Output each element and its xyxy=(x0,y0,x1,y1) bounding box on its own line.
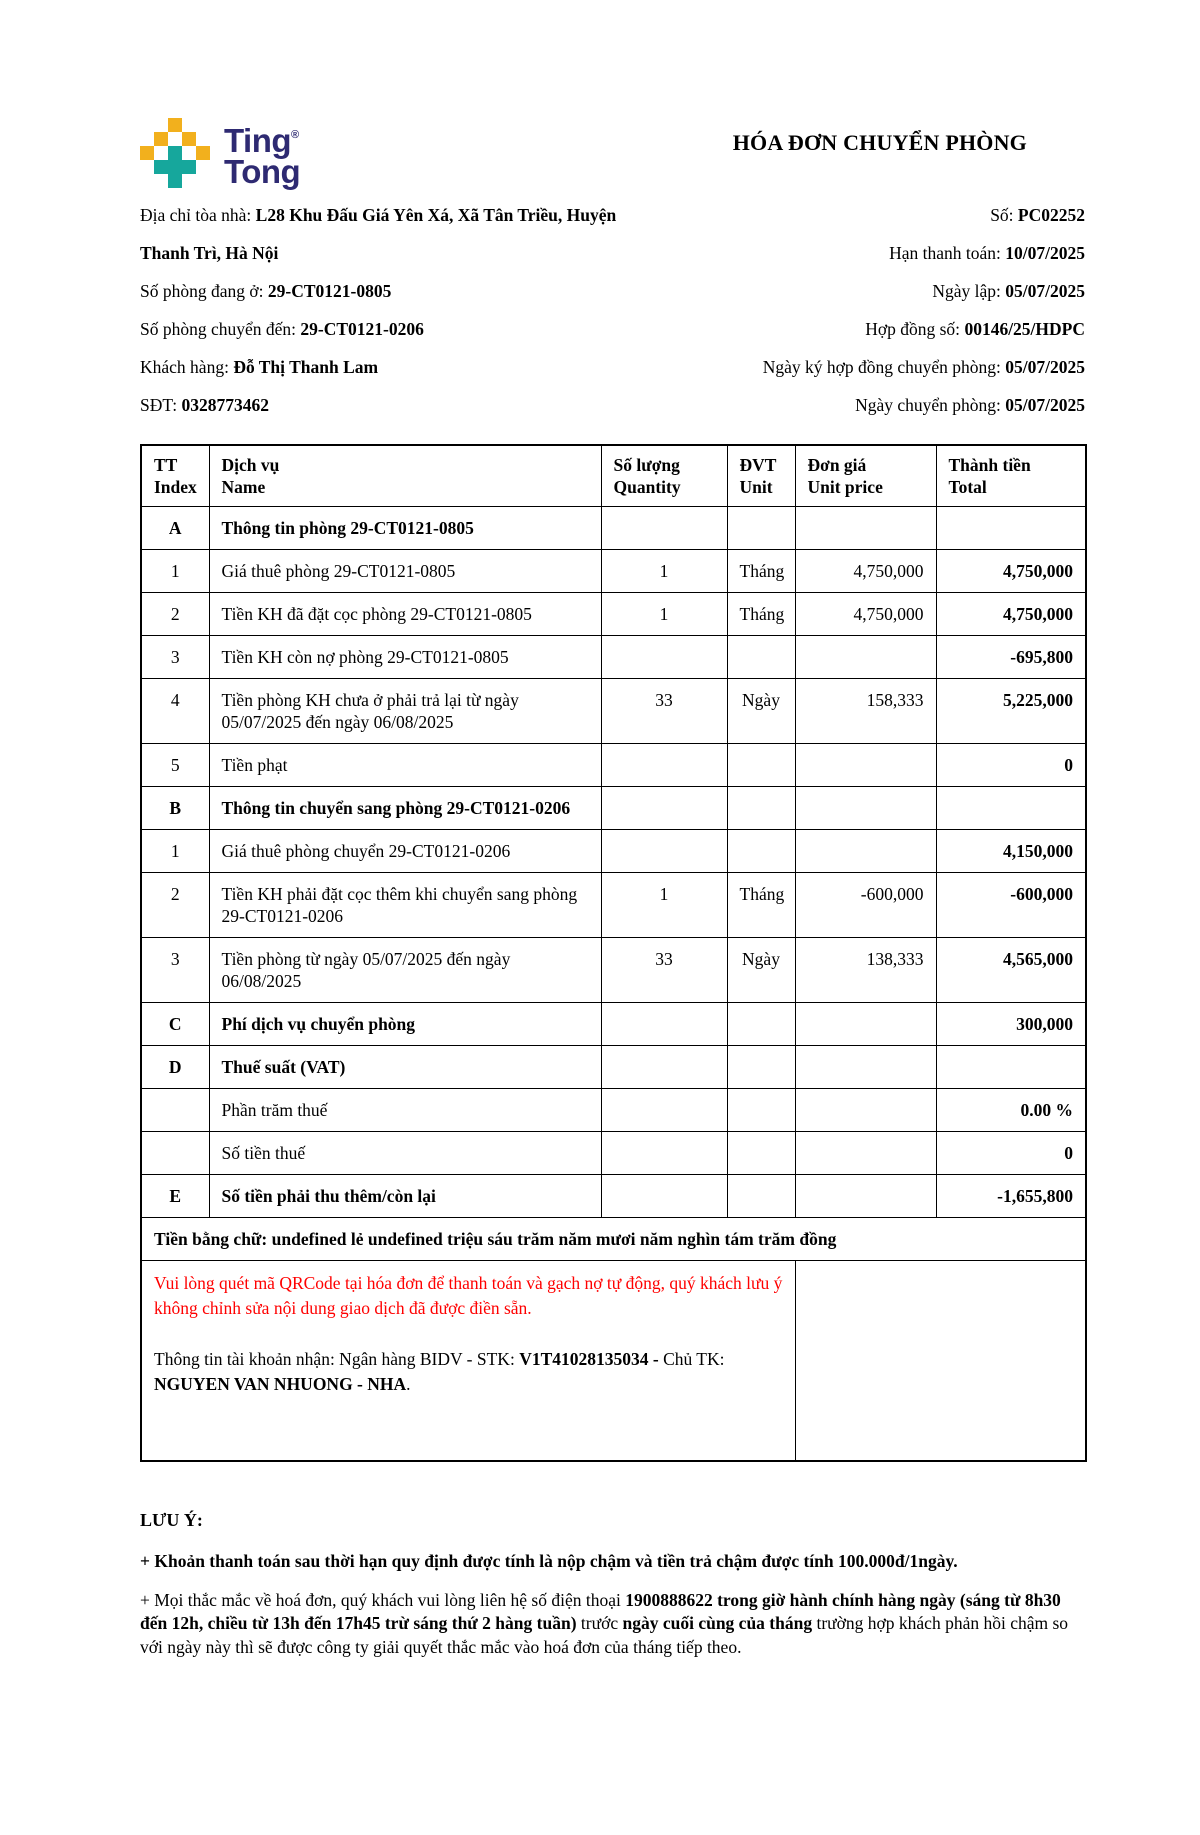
cell-service-name: Tiền KH còn nợ phòng 29-CT0121-0805 xyxy=(209,636,601,679)
logo-word-tong: Tong xyxy=(224,152,301,190)
cell-index: E xyxy=(141,1175,209,1218)
cell-total: 5,225,000 xyxy=(936,679,1086,744)
cell-total: 4,750,000 xyxy=(936,593,1086,636)
table-row xyxy=(141,679,1086,744)
invoice-meta xyxy=(618,196,1085,424)
cell-service-name: Tiền KH đã đặt cọc phòng 29-CT0121-0805 xyxy=(209,593,601,636)
building-info-line-2 xyxy=(140,272,618,310)
building-info-line-4 xyxy=(140,348,618,386)
building-info-line-1 xyxy=(140,196,618,272)
cell-total: -695,800 xyxy=(936,636,1086,679)
cell-unit xyxy=(727,636,795,679)
cell-quantity xyxy=(601,636,727,679)
table-row xyxy=(141,593,1086,636)
cell-quantity: 1 xyxy=(601,550,727,593)
page-title: HÓA ĐƠN CHUYỂN PHÒNG xyxy=(732,130,1027,155)
info-label: Hạn thanh toán: xyxy=(889,243,1006,263)
cell-unit xyxy=(727,1089,795,1132)
cell-index: B xyxy=(141,787,209,830)
header-index: TT Index xyxy=(141,445,209,507)
cell-unit: Ngày xyxy=(727,938,795,1003)
cell-index: 2 xyxy=(141,873,209,938)
invoice-meta-line-5 xyxy=(618,348,1085,386)
cell-unit xyxy=(727,830,795,873)
cell-unit-price xyxy=(795,1003,936,1046)
cell-index xyxy=(141,1132,209,1175)
table-row xyxy=(141,1175,1086,1218)
cell-index: 3 xyxy=(141,938,209,1003)
invoice-meta-line-6 xyxy=(618,386,1085,424)
info-label: Số phòng đang ở: xyxy=(140,281,268,301)
cell-service-name: Giá thuê phòng 29-CT0121-0805 xyxy=(209,550,601,593)
cell-unit: Tháng xyxy=(727,873,795,938)
cell-service-name: Giá thuê phòng chuyển 29-CT0121-0206 xyxy=(209,830,601,873)
info-label: Địa chỉ tòa nhà: xyxy=(140,205,256,225)
cell-service-name: Tiền phạt xyxy=(209,744,601,787)
invoice-header xyxy=(140,118,1085,188)
cell-service-name: Số tiền phải thu thêm/còn lại xyxy=(209,1175,601,1218)
cell-unit xyxy=(727,1175,795,1218)
cell-unit-price: -600,000 xyxy=(795,873,936,938)
invoice-meta-line-3 xyxy=(618,272,1085,310)
cell-unit: Ngày xyxy=(727,679,795,744)
cell-unit-price xyxy=(795,1175,936,1218)
info-label: SĐT: xyxy=(140,395,182,415)
amount-in-words: Tiền bằng chữ: undefined lẻ undefined triệu sáu trăm năm mươi năm nghìn tám trăm đồng xyxy=(141,1218,1086,1261)
cell-quantity xyxy=(601,787,727,830)
info-value: 29-CT0121-0805 xyxy=(267,281,392,301)
cell-index: 2 xyxy=(141,593,209,636)
cell-unit xyxy=(727,507,795,550)
cell-index xyxy=(141,1089,209,1132)
cell-total: -1,655,800 xyxy=(936,1175,1086,1218)
tingtong-logo xyxy=(140,118,300,188)
cell-unit-price xyxy=(795,830,936,873)
invoice-meta-line-1 xyxy=(618,196,1085,234)
cell-service-name: Tiền KH phải đặt cọc thêm khi chuyển sang phòng 29-CT0121-0206 xyxy=(209,873,601,938)
cell-unit-price xyxy=(795,1089,936,1132)
cell-quantity xyxy=(601,507,727,550)
info-label: Ngày ký hợp đồng chuyển phòng: xyxy=(762,357,1006,377)
table-row xyxy=(141,938,1086,1003)
cell-service-name: Thông tin phòng 29-CT0121-0805 xyxy=(209,507,601,550)
building-info-line-3 xyxy=(140,310,618,348)
info-value: Thanh Trì, Hà Nội xyxy=(140,243,279,263)
cell-total: 4,750,000 xyxy=(936,550,1086,593)
logo-word-ting: Ting xyxy=(224,121,292,159)
registered-mark: ® xyxy=(291,128,299,141)
cell-total: 4,565,000 xyxy=(936,938,1086,1003)
cell-total xyxy=(936,787,1086,830)
cell-total: -600,000 xyxy=(936,873,1086,938)
cell-service-name: Tiền phòng từ ngày 05/07/2025 đến ngày 06/08/2025 xyxy=(209,938,601,1003)
cell-index: 1 xyxy=(141,830,209,873)
cell-quantity xyxy=(601,744,727,787)
header-unit: ĐVT Unit xyxy=(727,445,795,507)
table-row xyxy=(141,1003,1086,1046)
info-value: 05/07/2025 xyxy=(1005,357,1085,377)
cell-unit-price xyxy=(795,744,936,787)
cell-index: D xyxy=(141,1046,209,1089)
cell-index: 3 xyxy=(141,636,209,679)
table-row xyxy=(141,744,1086,787)
cell-quantity xyxy=(601,1132,727,1175)
invoice-meta-line-4 xyxy=(618,310,1085,348)
hotline-note: + Mọi thắc mắc về hoá đơn, quý khách vui lòng liên hệ số điện thoại 1900888622 trong giờ hành chính hàng ngày (sáng từ 8h30 đến 12h, chiều từ 13h đến 17h45 trừ sáng thứ 2 hàng tuần) trước ngày cuối cùng của tháng trường hợp khách phản hồi chậm so với ngày này thì sẽ được công ty giải quyết thắc mắc vào hoá đơn của tháng tiếp theo. xyxy=(140,1589,1069,1657)
cell-unit xyxy=(727,744,795,787)
cell-index: C xyxy=(141,1003,209,1046)
header-service-name: Dịch vụ Name xyxy=(209,445,601,507)
cell-quantity: 1 xyxy=(601,873,727,938)
cell-total: 0 xyxy=(936,1132,1086,1175)
cell-unit-price xyxy=(795,1132,936,1175)
cell-total: 0 xyxy=(936,744,1086,787)
info-label: Hợp đồng số: xyxy=(865,319,965,339)
cell-total xyxy=(936,507,1086,550)
tingtong-logo-icon xyxy=(140,118,210,188)
cell-unit-price xyxy=(795,507,936,550)
cell-quantity: 33 xyxy=(601,938,727,1003)
info-value: PC02252 xyxy=(1017,205,1085,225)
cell-unit-price: 4,750,000 xyxy=(795,550,936,593)
cell-quantity: 1 xyxy=(601,593,727,636)
header-quantity: Số lượng Quantity xyxy=(601,445,727,507)
table-row xyxy=(141,636,1086,679)
info-value: 05/07/2025 xyxy=(1005,395,1085,415)
cell-quantity xyxy=(601,1003,727,1046)
info-section xyxy=(140,196,1085,424)
table-row xyxy=(141,507,1086,550)
qr-payment-note: Vui lòng quét mã QRCode tại hóa đơn để thanh toán và gạch nợ tự động, quý khách lưu ý không chỉnh sửa nội dung giao dịch đã được điền sẵn. xyxy=(154,1273,783,1318)
amount-in-words-row xyxy=(141,1218,1086,1261)
cell-service-name: Số tiền thuế xyxy=(209,1132,601,1175)
building-info xyxy=(140,196,618,424)
cell-unit xyxy=(727,1003,795,1046)
info-label: Ngày lập: xyxy=(932,281,1006,301)
info-label: Khách hàng: xyxy=(140,357,234,377)
table-row xyxy=(141,550,1086,593)
cell-total: 0.00 % xyxy=(936,1089,1086,1132)
cell-quantity xyxy=(601,1046,727,1089)
late-payment-note: + Khoản thanh toán sau thời hạn quy định được tính là nộp chậm và tiền trả chậm được tính 100.000đ/1ngày. xyxy=(140,1550,958,1571)
info-label: Số phòng chuyển đến: xyxy=(140,319,301,339)
info-value: 05/07/2025 xyxy=(1005,281,1085,301)
info-value: 29-CT0121-0206 xyxy=(300,319,424,339)
cell-service-name: Phí dịch vụ chuyển phòng xyxy=(209,1003,601,1046)
cell-unit: Tháng xyxy=(727,593,795,636)
bank-account-info: Thông tin tài khoản nhận: Ngân hàng BIDV - STK: V1T41028135034 - Chủ TK: NGUYEN VAN NHUONG - NHA. xyxy=(154,1349,725,1394)
qr-code-area xyxy=(795,1261,1086,1461)
cell-total xyxy=(936,1046,1086,1089)
cell-unit-price xyxy=(795,636,936,679)
cell-unit-price: 138,333 xyxy=(795,938,936,1003)
info-label: Ngày chuyển phòng: xyxy=(855,395,1006,415)
invoice-table-body xyxy=(141,507,1086,1218)
info-value: 0328773462 xyxy=(181,395,269,415)
cell-unit-price xyxy=(795,1046,936,1089)
cell-index: 1 xyxy=(141,550,209,593)
footer-notes xyxy=(140,1510,1085,1660)
notes-title: LƯU Ý: xyxy=(140,1509,203,1530)
table-row xyxy=(141,787,1086,830)
table-row xyxy=(141,873,1086,938)
info-value: L28 Khu Đấu Giá Yên Xá, Xã Tân Triều, Huyện xyxy=(255,205,617,225)
cell-service-name: Phần trăm thuế xyxy=(209,1089,601,1132)
cell-quantity xyxy=(601,1089,727,1132)
info-label: Số: xyxy=(990,205,1018,225)
cell-quantity: 33 xyxy=(601,679,727,744)
table-row xyxy=(141,1046,1086,1089)
info-value: 10/07/2025 xyxy=(1005,243,1085,263)
cell-unit xyxy=(727,1046,795,1089)
cell-unit-price: 4,750,000 xyxy=(795,593,936,636)
cell-index: 4 xyxy=(141,679,209,744)
table-row xyxy=(141,1089,1086,1132)
table-row xyxy=(141,1132,1086,1175)
header-total: Thành tiền Total xyxy=(936,445,1086,507)
invoice-table xyxy=(140,444,1087,1462)
table-header-row xyxy=(141,445,1086,507)
cell-quantity xyxy=(601,1175,727,1218)
invoice-meta-line-2 xyxy=(618,234,1085,272)
cell-unit xyxy=(727,1132,795,1175)
table-row xyxy=(141,830,1086,873)
cell-unit-price: 158,333 xyxy=(795,679,936,744)
cell-unit: Tháng xyxy=(727,550,795,593)
info-value: Đỗ Thị Thanh Lam xyxy=(233,357,379,377)
cell-index: 5 xyxy=(141,744,209,787)
info-value: 00146/25/HDPC xyxy=(964,319,1085,339)
payment-instructions-cell xyxy=(141,1261,795,1461)
cell-unit xyxy=(727,787,795,830)
cell-total: 4,150,000 xyxy=(936,830,1086,873)
cell-service-name: Thông tin chuyển sang phòng 29-CT0121-0206 xyxy=(209,787,601,830)
cell-quantity xyxy=(601,830,727,873)
cell-unit-price xyxy=(795,787,936,830)
tingtong-logo-text xyxy=(224,120,301,190)
qr-row xyxy=(141,1261,1086,1461)
building-info-line-5 xyxy=(140,386,618,424)
cell-index: A xyxy=(141,507,209,550)
invoice-content xyxy=(140,118,1085,1659)
cell-service-name: Tiền phòng KH chưa ở phải trả lại từ ngày 05/07/2025 đến ngày 06/08/2025 xyxy=(209,679,601,744)
header-unit-price: Đơn giá Unit price xyxy=(795,445,936,507)
cell-total: 300,000 xyxy=(936,1003,1086,1046)
cell-service-name: Thuế suất (VAT) xyxy=(209,1046,601,1089)
